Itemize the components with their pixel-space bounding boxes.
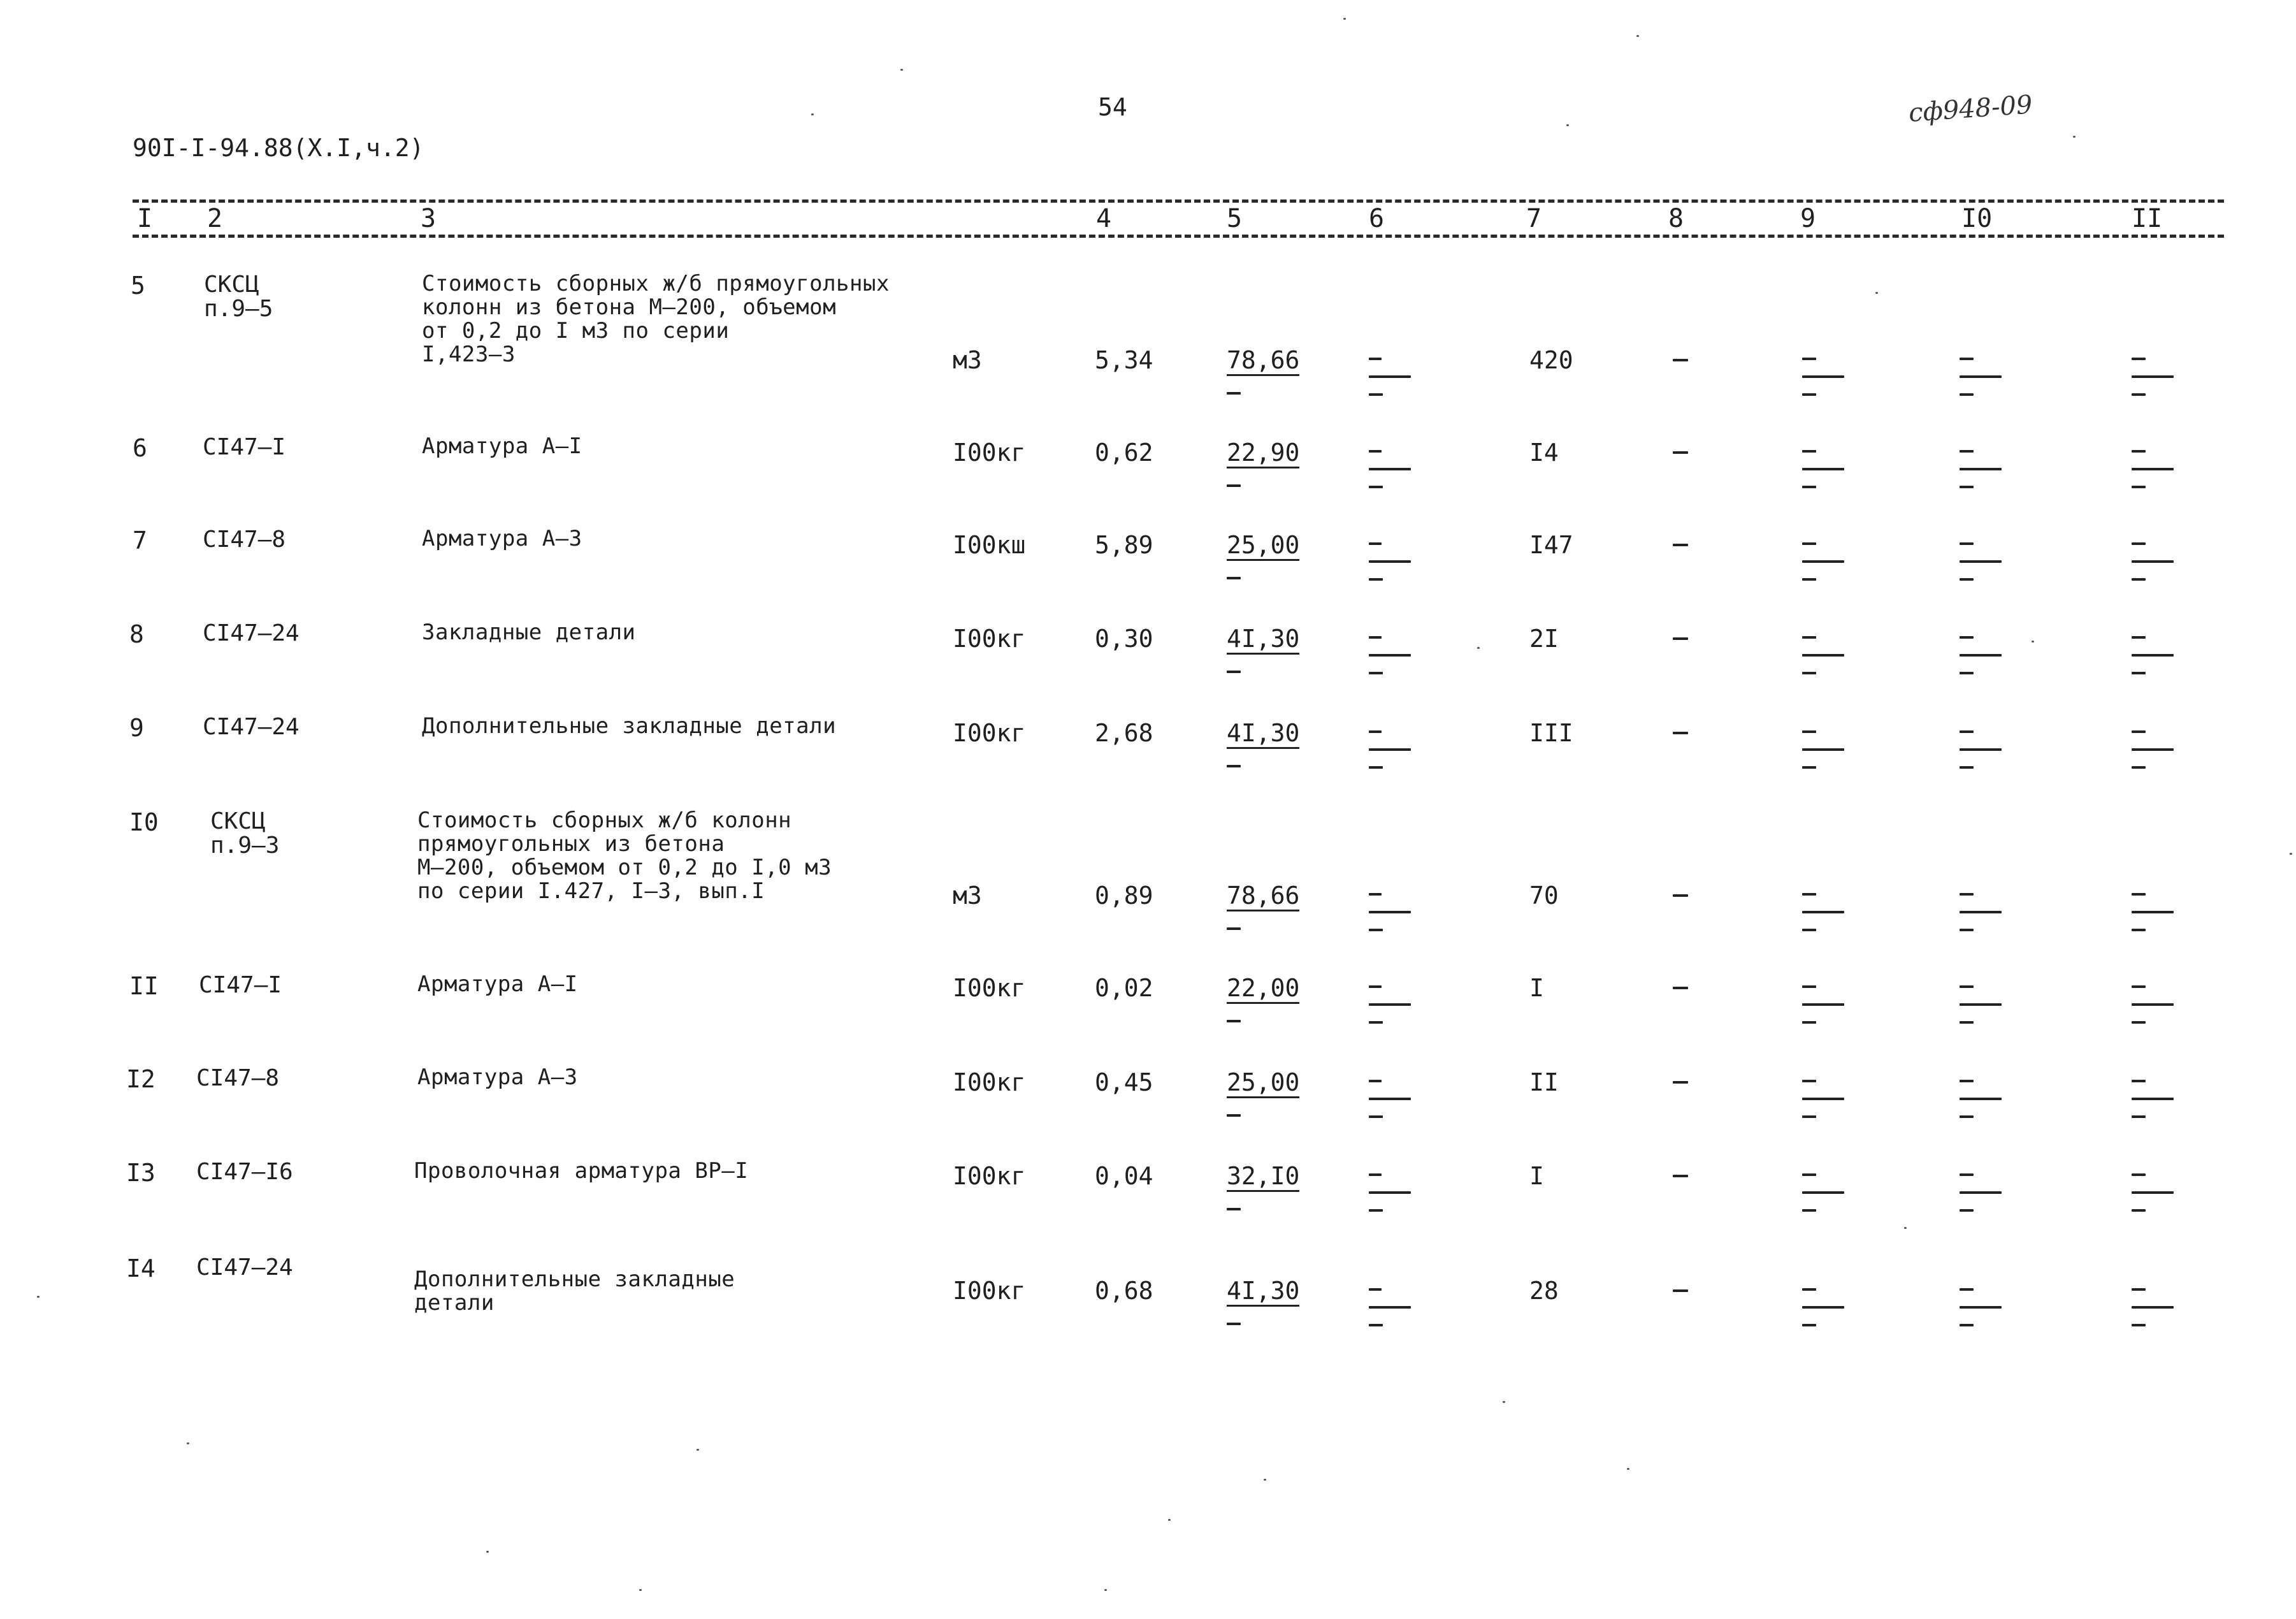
column-header: 7 [1526, 204, 1542, 233]
unit-price: 25,00 [1227, 532, 1299, 561]
dash-mark [2132, 1003, 2174, 1006]
dash-mark [1802, 1306, 1844, 1309]
dash-mark [1960, 468, 2002, 470]
dash-mark [1673, 451, 1688, 454]
total-cost: I47 [1529, 531, 1573, 559]
total-cost: 28 [1529, 1277, 1559, 1305]
dash-mark [2132, 1115, 2146, 1118]
dash-mark [1960, 1209, 1974, 1212]
unit-price: 78,66 [1227, 347, 1299, 376]
unit: I00кг [953, 1162, 1026, 1190]
item-description: Арматура А–I [422, 433, 582, 459]
rate-code-item: п.9–5 [204, 296, 273, 322]
dash-mark [1802, 654, 1844, 657]
total-cost: 70 [1529, 882, 1559, 910]
column-header: I [137, 204, 153, 233]
dash-mark [2132, 1209, 2146, 1212]
dash-mark [2132, 929, 2146, 931]
dash-mark [1802, 393, 1816, 396]
item-description: от 0,2 до I м3 по серии [422, 318, 730, 344]
quantity: 5,89 [1095, 531, 1153, 559]
dash-mark [1673, 359, 1688, 361]
dash-mark [1369, 1324, 1383, 1326]
dash-mark [1369, 1080, 1382, 1082]
unit-price: 4I,30 [1227, 1278, 1299, 1307]
unit: I00кг [953, 974, 1026, 1002]
row-number: 5 [131, 272, 145, 300]
dash-mark [1960, 911, 2002, 913]
dash-mark [1960, 1191, 2002, 1194]
dash-mark [1960, 1021, 1974, 1024]
dash-mark [1802, 893, 1816, 896]
dash-mark [1227, 671, 1241, 673]
unit-price: 32,I0 [1227, 1163, 1299, 1192]
dash-mark [1802, 486, 1816, 488]
dash-mark [2132, 748, 2174, 751]
dash-mark [1369, 393, 1383, 396]
quantity: 0,02 [1095, 974, 1153, 1002]
unit: м3 [953, 346, 982, 374]
dash-mark [1369, 929, 1383, 931]
dash-mark [2132, 450, 2146, 453]
item-description: Арматура А–3 [417, 1064, 578, 1090]
dash-mark [1960, 1003, 2002, 1006]
unit-price: 22,90 [1227, 440, 1299, 468]
column-header: 6 [1369, 204, 1385, 233]
dash-mark [1673, 544, 1688, 546]
dash-mark [1369, 1306, 1411, 1309]
dash-mark [2132, 1191, 2174, 1194]
dash-mark [1369, 1173, 1382, 1176]
dash-mark [2132, 730, 2146, 733]
unit: I00кг [953, 439, 1026, 467]
unit-price: 22,00 [1227, 975, 1299, 1004]
dash-mark [1960, 450, 1974, 453]
rate-code: СКСЦ [210, 808, 266, 834]
dash-mark [1673, 894, 1688, 897]
unit: I00кг [953, 1277, 1026, 1305]
dash-mark [1369, 486, 1383, 488]
rate-code: СI47–I [199, 972, 282, 998]
dash-mark [1802, 1288, 1816, 1291]
row-number: I3 [126, 1159, 155, 1187]
dash-mark [1960, 1115, 1974, 1118]
dash-mark [2132, 358, 2146, 360]
item-description: колонн из бетона М–200, объемом [422, 294, 837, 320]
dash-mark [1369, 911, 1411, 913]
dash-mark [1369, 748, 1411, 751]
dash-mark [1369, 1003, 1411, 1006]
dash-mark [2132, 1021, 2146, 1024]
dash-mark [1369, 375, 1411, 378]
total-cost: I [1529, 1162, 1544, 1190]
quantity: 0,04 [1095, 1162, 1153, 1190]
total-cost: I4 [1529, 439, 1559, 467]
dash-mark [1802, 358, 1816, 360]
total-cost: II [1529, 1068, 1559, 1096]
dash-mark [1802, 1080, 1816, 1082]
item-description: Стоимость сборных ж/б колонн [417, 808, 792, 833]
dash-mark [1960, 654, 2002, 657]
dash-mark [2132, 1306, 2174, 1309]
item-description: Арматура А–3 [422, 526, 582, 551]
dash-mark [1673, 1289, 1688, 1292]
dash-mark [1227, 392, 1241, 395]
column-header: 2 [207, 204, 223, 233]
dash-mark [2132, 1288, 2146, 1291]
item-description: детали [414, 1290, 495, 1316]
dash-mark [1802, 672, 1816, 674]
dash-mark [1960, 486, 1974, 488]
column-header: 3 [421, 204, 437, 233]
rate-code: СI47–8 [196, 1065, 280, 1091]
dash-mark [1227, 1323, 1241, 1325]
item-description: Проволочная арматура ВР–I [414, 1158, 749, 1184]
dash-mark [1802, 911, 1844, 913]
unit: I00кг [953, 625, 1026, 653]
dash-mark [1227, 577, 1241, 579]
dash-mark [1960, 985, 1974, 988]
unit-price: 25,00 [1227, 1070, 1299, 1098]
item-description: прямоугольных из бетона [417, 831, 725, 857]
dash-mark [1227, 1114, 1241, 1117]
quantity: 0,45 [1095, 1068, 1153, 1096]
total-cost: 2I [1529, 625, 1559, 653]
rate-code: СI47–I6 [196, 1159, 293, 1185]
dash-mark [2132, 542, 2146, 545]
total-cost: I [1529, 974, 1544, 1002]
dash-mark [1802, 1003, 1844, 1006]
dash-mark [2132, 578, 2146, 581]
dash-mark [1960, 730, 1974, 733]
dash-mark [2132, 560, 2174, 563]
dash-mark [1802, 636, 1816, 639]
row-number: I4 [126, 1254, 155, 1282]
dash-mark [1802, 1324, 1816, 1326]
dash-mark [1802, 542, 1816, 545]
dash-mark [1227, 484, 1241, 487]
column-header: II [2132, 204, 2163, 233]
dash-mark [2132, 1173, 2146, 1176]
dash-mark [1802, 1098, 1844, 1100]
dash-mark [1369, 542, 1382, 545]
dash-mark [2132, 636, 2146, 639]
row-number: 6 [133, 434, 147, 462]
dash-mark [1673, 987, 1688, 989]
rate-code-item: п.9–3 [210, 832, 280, 859]
unit-price: 4I,30 [1227, 626, 1299, 655]
dash-mark [2132, 1098, 2174, 1100]
dash-mark [1227, 1208, 1241, 1210]
dash-mark [1960, 1080, 1974, 1082]
dash-mark [1960, 578, 1974, 581]
header-rule-top [133, 200, 2224, 203]
unit: м3 [953, 882, 982, 910]
column-header: 5 [1227, 204, 1243, 233]
dash-mark [2132, 486, 2146, 488]
dash-mark [2132, 985, 2146, 988]
dash-mark [1369, 1209, 1383, 1212]
dash-mark [1960, 560, 2002, 563]
rate-code: СI47–8 [203, 526, 286, 553]
row-number: II [129, 972, 159, 1000]
dash-mark [1369, 1021, 1383, 1024]
row-number: 9 [129, 714, 144, 742]
item-description: Дополнительные закладные детали [422, 713, 837, 739]
dash-mark [1802, 1191, 1844, 1194]
dash-mark [1960, 358, 1974, 360]
page-number: 54 [1098, 93, 1127, 121]
dash-mark [1960, 1173, 1974, 1176]
column-header: 9 [1800, 204, 1816, 233]
row-number: I2 [126, 1065, 155, 1093]
dash-mark [1960, 672, 1974, 674]
handwritten-note: сф948-09 [1907, 90, 2033, 128]
dash-mark [1960, 766, 1974, 769]
quantity: 0,62 [1095, 439, 1153, 467]
dash-mark [1802, 748, 1844, 751]
unit-price: 78,66 [1227, 883, 1299, 911]
unit: I00кш [953, 531, 1026, 559]
quantity: 5,34 [1095, 346, 1153, 374]
rate-code: СI47–24 [196, 1254, 293, 1281]
dash-mark [1802, 1115, 1816, 1118]
quantity: 0,89 [1095, 882, 1153, 910]
dash-mark [1369, 358, 1382, 360]
dash-mark [1960, 1098, 2002, 1100]
dash-mark [1802, 985, 1816, 988]
dash-mark [1802, 578, 1816, 581]
dash-mark [2132, 1324, 2146, 1326]
quantity: 0,30 [1095, 625, 1153, 653]
dash-mark [1960, 1306, 2002, 1309]
dash-mark [1802, 1209, 1816, 1212]
dash-mark [1369, 654, 1411, 657]
dash-mark [2132, 911, 2174, 913]
item-description: М–200, объемом от 0,2 до I,0 м3 [417, 855, 832, 880]
dash-mark [1673, 637, 1688, 640]
rate-code: СI47–24 [203, 714, 300, 740]
item-description: I,423–3 [422, 342, 516, 367]
dash-mark [1369, 1115, 1383, 1118]
dash-mark [1369, 578, 1383, 581]
dash-mark [1369, 560, 1411, 563]
dash-mark [2132, 468, 2174, 470]
row-number: 8 [129, 620, 144, 648]
dash-mark [1227, 765, 1241, 767]
dash-mark [1369, 1288, 1382, 1291]
column-header: 8 [1668, 204, 1684, 233]
item-description: Арматура А–I [417, 971, 578, 997]
dash-mark [1802, 929, 1816, 931]
dash-mark [1369, 730, 1382, 733]
dash-mark [1960, 748, 2002, 751]
dash-mark [1369, 985, 1382, 988]
item-description: Дополнительные закладные [414, 1267, 735, 1292]
dash-mark [1802, 730, 1816, 733]
rate-code: СI47–I [203, 434, 286, 460]
dash-mark [1960, 636, 1974, 639]
rate-code: СКСЦ [204, 272, 259, 298]
unit: I00кг [953, 719, 1026, 747]
dash-mark [2132, 393, 2146, 396]
dash-mark [1673, 732, 1688, 734]
dash-mark [1369, 893, 1382, 896]
dash-mark [1960, 542, 1974, 545]
item-description: Закладные детали [422, 620, 636, 645]
dash-mark [1369, 636, 1382, 639]
dash-mark [1960, 893, 1974, 896]
total-cost: III [1529, 719, 1573, 747]
dash-mark [2132, 766, 2146, 769]
dash-mark [1227, 1020, 1241, 1022]
dash-mark [1369, 672, 1383, 674]
total-cost: 420 [1529, 346, 1573, 374]
unit-price: 4I,30 [1227, 720, 1299, 749]
dash-mark [1369, 468, 1411, 470]
dash-mark [1802, 1173, 1816, 1176]
quantity: 0,68 [1095, 1277, 1153, 1305]
dash-mark [1802, 450, 1816, 453]
document-code: 90I-I-94.88(X.I,ч.2) [133, 134, 424, 162]
dash-mark [1960, 929, 1974, 931]
rate-code: СI47–24 [203, 620, 300, 646]
dash-mark [1673, 1081, 1688, 1084]
dash-mark [1802, 766, 1816, 769]
dash-mark [1802, 1021, 1816, 1024]
item-description: Стоимость сборных ж/б прямоугольных [422, 271, 890, 296]
dash-mark [1802, 468, 1844, 470]
dash-mark [1369, 1098, 1411, 1100]
row-number: I0 [129, 808, 159, 836]
dash-mark [2132, 654, 2174, 657]
quantity: 2,68 [1095, 719, 1153, 747]
dash-mark [1960, 1288, 1974, 1291]
column-header: 4 [1096, 204, 1112, 233]
unit: I00кг [953, 1068, 1026, 1096]
dash-mark [1369, 766, 1383, 769]
dash-mark [1802, 560, 1844, 563]
dash-mark [1673, 1175, 1688, 1177]
dash-mark [1960, 375, 2002, 378]
dash-mark [2132, 672, 2146, 674]
dash-mark [2132, 1080, 2146, 1082]
dash-mark [1369, 450, 1382, 453]
dash-mark [1960, 393, 1974, 396]
item-description: по серии I.427, I–3, вып.I [417, 878, 765, 904]
row-number: 7 [133, 526, 147, 555]
dash-mark [2132, 893, 2146, 896]
dash-mark [2132, 375, 2174, 378]
dash-mark [1227, 927, 1241, 930]
dash-mark [1802, 375, 1844, 378]
dash-mark [1960, 1324, 1974, 1326]
column-header: I0 [1961, 204, 1993, 233]
header-rule-bottom [133, 235, 2224, 238]
dash-mark [1369, 1191, 1411, 1194]
